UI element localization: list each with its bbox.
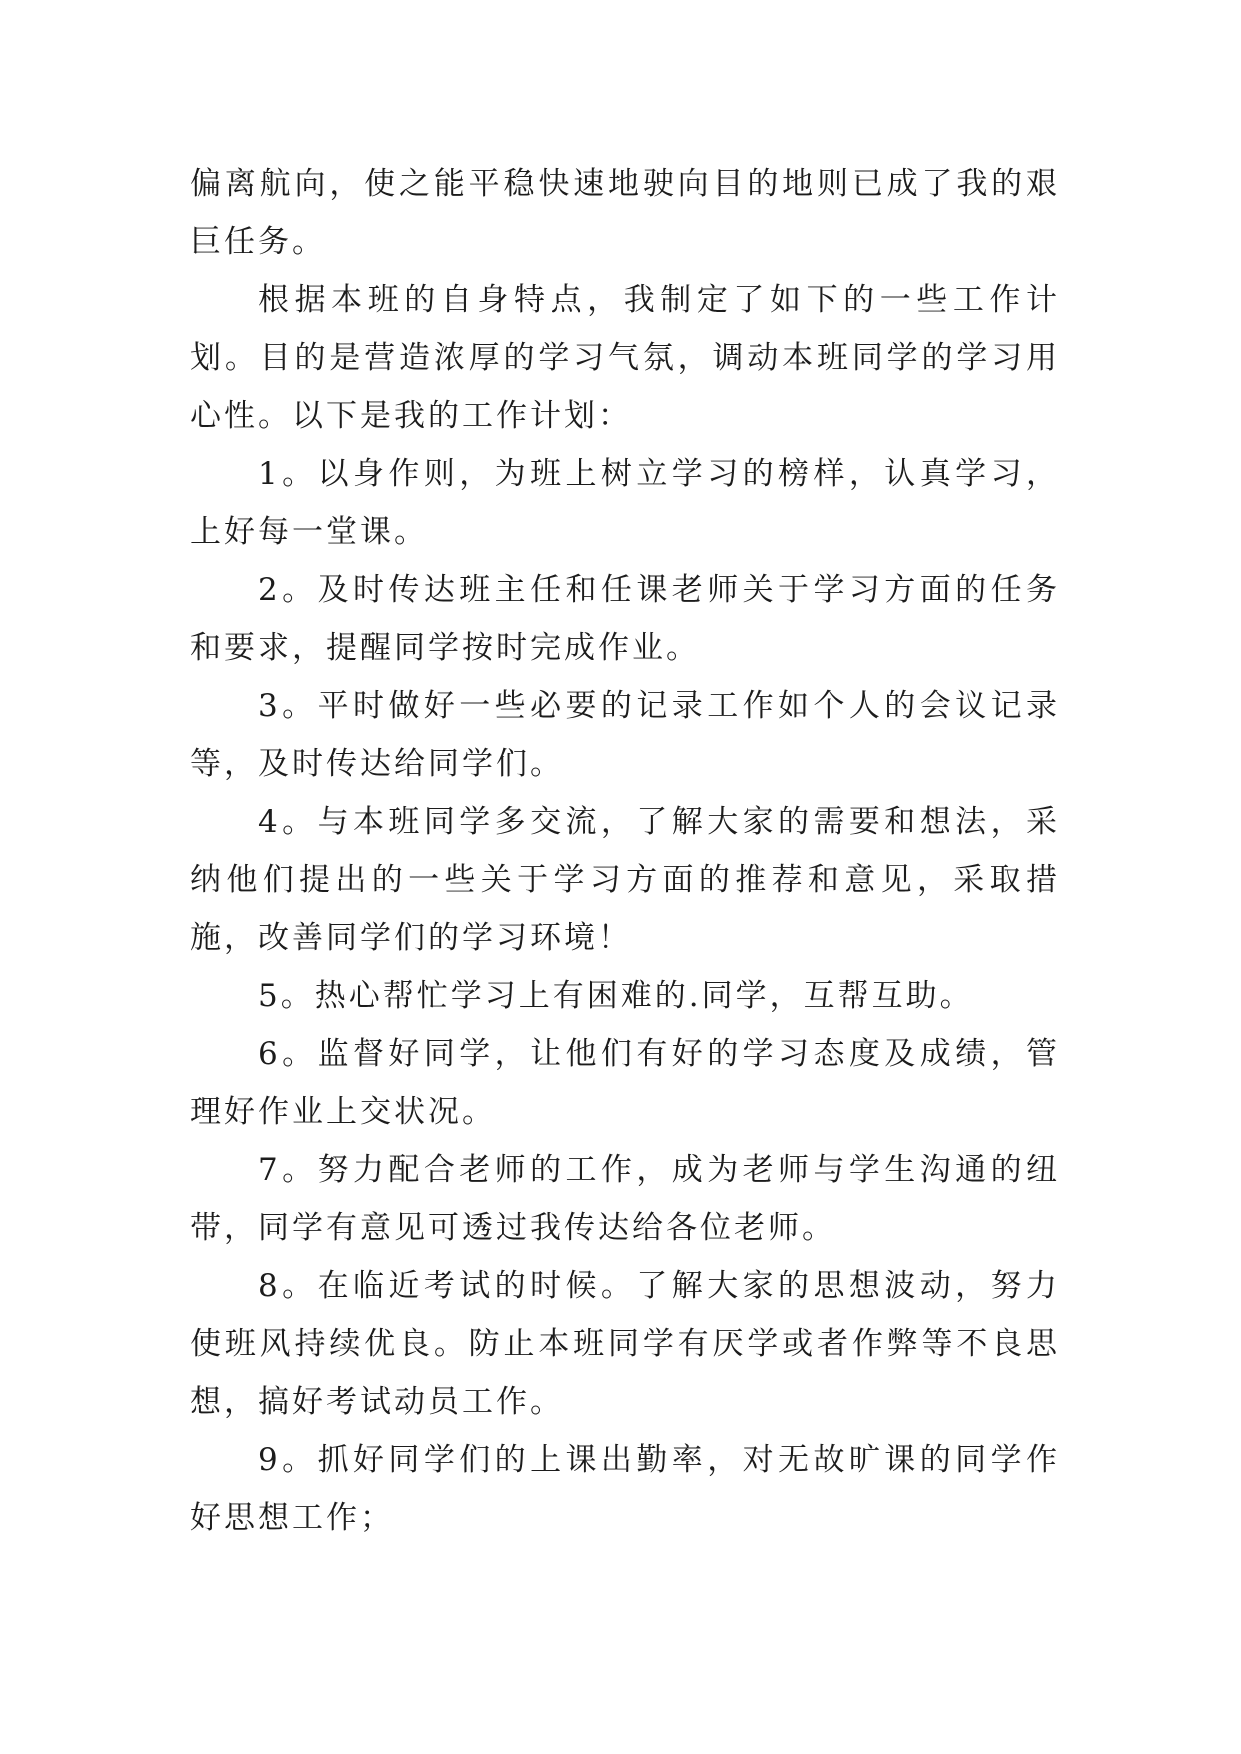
plan-item-2: 2。及时传达班主任和任课老师关于学习方面的任务和要求，提醒同学按时完成作业。: [190, 572, 1060, 666]
paragraph-intro: 根据本班的自身特点，我制定了如下的一些工作计划。目的是营造浓厚的学习气氛，调动本班同学的学习用心性。以下是我的工作计划：: [190, 282, 1060, 434]
plan-item-7: 7。努力配合老师的工作，成为老师与学生沟通的纽带，同学有意见可透过我传达给各位老师。: [190, 1152, 1060, 1246]
plan-item-9: 9。抓好同学们的上课出勤率，对无故旷课的同学作好思想工作；: [190, 1442, 1060, 1536]
plan-item-6: 6。监督好同学，让他们有好的学习态度及成绩，管理好作业上交状况。: [190, 1036, 1060, 1130]
plan-item-8: 8。在临近考试的时候。了解大家的思想波动，努力使班风持续优良。防止本班同学有厌学或者作弊等不良思想，搞好考试动员工作。: [190, 1268, 1060, 1420]
plan-item-1: 1。以身作则，为班上树立学习的榜样，认真学习，上好每一堂课。: [190, 456, 1060, 550]
document-body: [190, 155, 1060, 1547]
plan-item-3: 3。平时做好一些必要的记录工作如个人的会议记录等，及时传达给同学们。: [190, 688, 1060, 782]
plan-item-4: 4。与本班同学多交流，了解大家的需要和想法，采纳他们提出的一些关于学习方面的推荐和意见，采取措施，改善同学们的学习环境！: [190, 804, 1060, 956]
plan-item-5: 5。热心帮忙学习上有困难的.同学，互帮互助。: [258, 978, 974, 1014]
paragraph-continuation: 偏离航向，使之能平稳快速地驶向目的地则已成了我的艰巨任务。: [190, 166, 1060, 260]
